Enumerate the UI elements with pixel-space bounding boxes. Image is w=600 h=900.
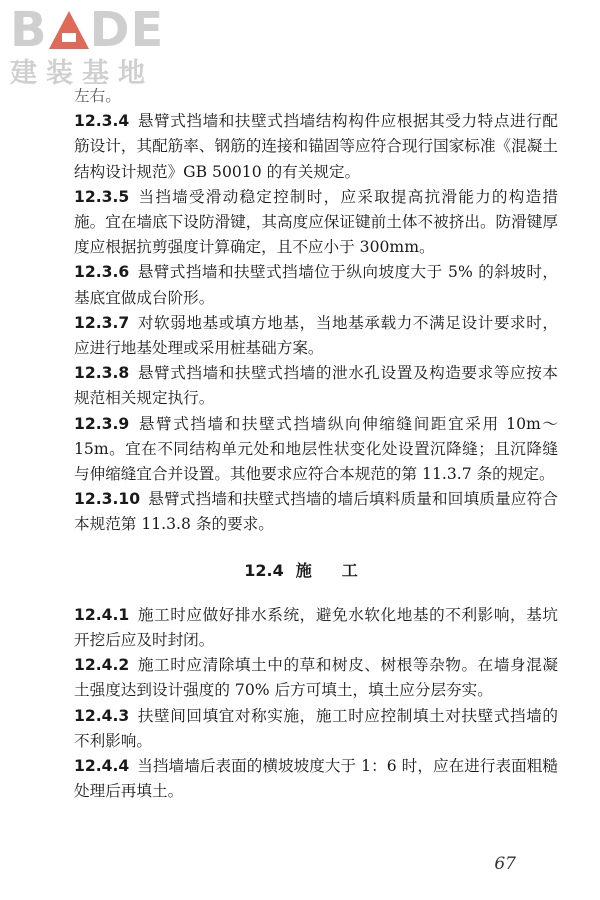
clause-text: 悬臂式挡墙和扶壁式挡墙的墙后填料质量和回填质量应符合本规范第 11.3.8 条的要求。 — [74, 490, 558, 534]
clause-12-3-7 — [74, 311, 558, 361]
clause-text: 悬臂式挡墙和扶壁式挡墙结构构件应根据其受力特点进行配筋设计，其配筋率、钢筋的连接和锚固等应符合现行国家标准《混凝土结构设计规范》GB 50010 的有关规定。 — [74, 112, 558, 181]
clause-12-3-10 — [74, 487, 558, 537]
page-body — [74, 84, 558, 804]
clause-12-3-8 — [74, 361, 558, 411]
clause-number: 12.3.8 — [74, 364, 130, 383]
clause-number: 12.3.10 — [74, 490, 141, 509]
clause-12-4-3 — [74, 704, 558, 754]
clause-text: 当挡墙墙后表面的横坡坡度大于 1：6 时，应在进行表面粗糙处理后再填土。 — [74, 757, 558, 801]
clause-text: 悬臂式挡墙和扶壁式挡墙纵向伸缩缝间距宜采用 10m～15m。宜在不同结构单元处和地层性状变化处设置沉降缝；且沉降缝与伸缩缝宜合并设置。其他要求应符合本规范的第 11.3.7 条的规定。 — [74, 414, 558, 484]
clause-number: 12.3.6 — [74, 263, 130, 282]
section-title: 施工 — [295, 560, 388, 580]
clause-12-3-6 — [74, 260, 558, 310]
clause-number: 12.3.7 — [74, 313, 130, 332]
clause-number: 12.3.9 — [74, 414, 130, 433]
clause-list-12-4 — [74, 603, 558, 805]
logo-tagline: 建装基地 — [10, 58, 154, 89]
clause-12-3-4 — [74, 109, 558, 185]
section-number: 12.4 — [244, 560, 284, 580]
clause-text: 当挡墙受滑动稳定控制时，应采取提高抗滑能力的构造措施。宜在墙底下设防滑键，其高度应保证键前土体不被挤出。防滑键厚度应根据抗剪强度计算确定，且不应小于 300mm。 — [74, 187, 558, 257]
clause-number: 12.4.4 — [74, 757, 130, 776]
logo-triangle-a-icon — [49, 11, 89, 49]
clause-text: 扶壁间回填宜对称实施，施工时应控制填土对扶壁式挡墙的不利影响。 — [74, 706, 558, 750]
clause-number: 12.4.3 — [74, 706, 130, 725]
clause-12-3-9 — [74, 412, 558, 488]
logo-letters-de: DE — [89, 2, 165, 58]
clause-text: 施工时应清除填土中的草和树皮、树根等杂物。在墙身混凝土强度达到设计强度的 70% 后方可填土，填土应分层夯实。 — [74, 656, 558, 700]
clause-12-4-1 — [74, 603, 558, 653]
section-heading — [74, 558, 558, 583]
clause-12-4-4 — [74, 754, 558, 804]
logo-wordmark — [10, 4, 180, 56]
continuation-text: 左右。 — [74, 87, 121, 105]
clause-number: 12.4.1 — [74, 605, 130, 624]
clause-text: 悬臂式挡墙和扶壁式挡墙的泄水孔设置及构造要求等应按本规范相关规定执行。 — [74, 364, 558, 408]
clause-number: 12.4.2 — [74, 656, 130, 675]
clause-text: 悬臂式挡墙和扶壁式挡墙位于纵向坡度大于 5% 的斜坡时，基底宜做成台阶形。 — [74, 263, 558, 307]
clause-number: 12.3.4 — [74, 112, 130, 131]
clause-12-4-2 — [74, 653, 558, 703]
clause-text: 对软弱地基或填方地基，当地基承载力不满足设计要求时，应进行地基处理或采用桩基础方案。 — [74, 313, 558, 358]
clause-12-3-5 — [74, 185, 558, 261]
page-number: 67 — [494, 854, 516, 874]
clause-list-12-3 — [74, 109, 558, 537]
clause-text: 施工时应做好排水系统，避免水软化地基的不利影响，基坑开挖后应及时封闭。 — [74, 605, 558, 650]
watermark-logo — [10, 4, 180, 90]
logo-letter-b: B — [10, 2, 48, 58]
clause-number: 12.3.5 — [74, 187, 130, 206]
